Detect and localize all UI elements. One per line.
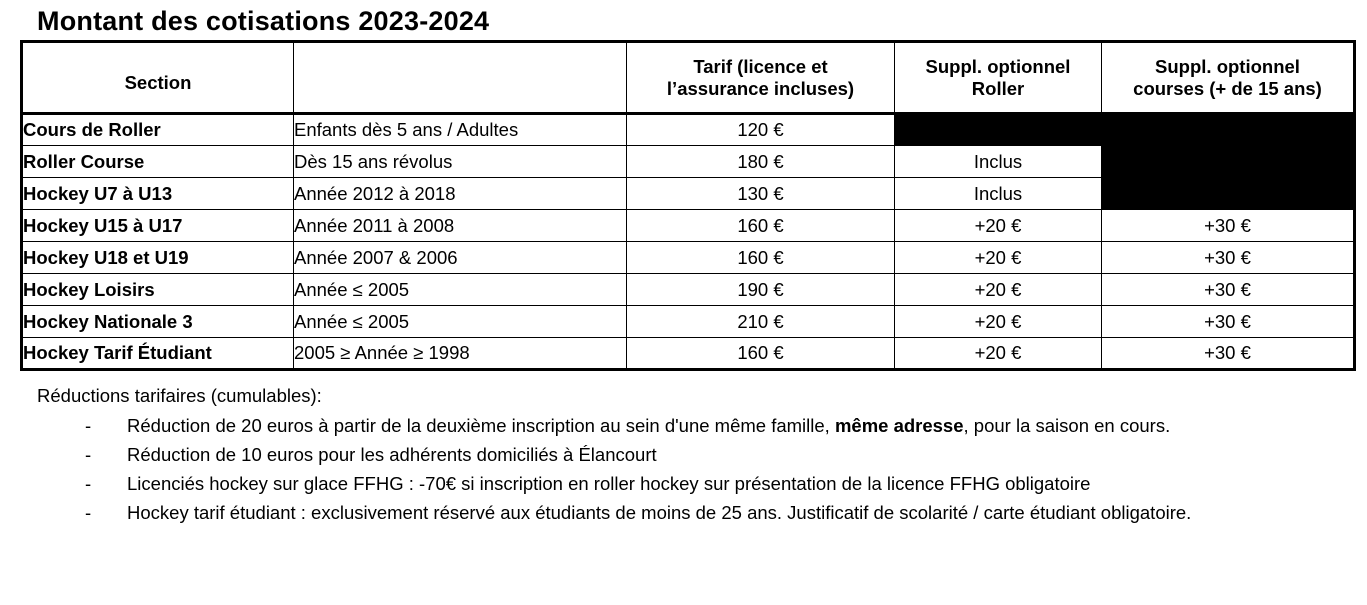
row-roller: +20 €	[895, 306, 1102, 338]
row-category: Enfants dès 5 ans / Adultes	[294, 114, 627, 146]
row-category: Année ≤ 2005	[294, 274, 627, 306]
row-category: Année 2011 à 2008	[294, 210, 627, 242]
row-section: Hockey U7 à U13	[22, 178, 294, 210]
row-category: 2005 ≥ Année ≥ 1998	[294, 338, 627, 370]
row-roller: +20 €	[895, 210, 1102, 242]
list-dash: -	[85, 415, 92, 436]
row-tarif: 180 €	[627, 146, 895, 178]
row-roller: +20 €	[895, 274, 1102, 306]
row-tarif: 190 €	[627, 274, 895, 306]
row-category: Année 2007 & 2006	[294, 242, 627, 274]
row-section: Hockey Loisirs	[22, 274, 294, 306]
row-roller: +20 €	[895, 242, 1102, 274]
table-row	[22, 242, 1355, 274]
header-suppl-roller: Suppl. optionnel Roller	[895, 42, 1102, 114]
reductions-list	[37, 413, 1357, 526]
row-roller: Inclus	[895, 146, 1102, 178]
list-dash: -	[85, 473, 92, 494]
row-courses: +30 €	[1102, 338, 1355, 370]
emphasis-same-address: même adresse	[834, 415, 964, 436]
table-row	[22, 114, 1355, 146]
row-roller: Inclus	[895, 178, 1102, 210]
row-section: Hockey Nationale 3	[22, 306, 294, 338]
row-section: Hockey U15 à U17	[22, 210, 294, 242]
row-roller-unavailable	[895, 114, 1102, 146]
header-category	[294, 42, 627, 114]
list-item: - Réduction de 10 euros pour les adhérents domiciliés à Élancourt	[37, 442, 1357, 468]
table-row	[22, 338, 1355, 370]
row-courses-unavailable	[1102, 178, 1355, 210]
list-item: - Réduction de 20 euros à partir de la deuxième inscription au sein d'une même famille, même adresse, pour la saison en cours.	[37, 413, 1357, 439]
fees-table	[20, 40, 1356, 371]
reductions-intro: Réductions tarifaires (cumulables):	[37, 385, 322, 406]
page-title: Montant des cotisations 2023-2024	[37, 6, 490, 36]
row-courses-unavailable	[1102, 114, 1355, 146]
table-row	[22, 306, 1355, 338]
table-row	[22, 178, 1355, 210]
list-dash: -	[85, 502, 92, 523]
table-row	[22, 146, 1355, 178]
header-section: Section	[22, 42, 294, 114]
row-category: Année ≤ 2005	[294, 306, 627, 338]
row-courses: +30 €	[1102, 242, 1355, 274]
row-roller: +20 €	[895, 338, 1102, 370]
table-header-row	[22, 42, 1355, 114]
row-section: Cours de Roller	[22, 114, 294, 146]
reductions-notes	[37, 383, 1357, 529]
list-item: - Hockey tarif étudiant : exclusivement réservé aux étudiants de moins de 25 ans. Justificatif de scolarité / carte étudiant obligatoire.	[37, 500, 1357, 526]
row-tarif: 210 €	[627, 306, 895, 338]
row-courses: +30 €	[1102, 306, 1355, 338]
row-courses: +30 €	[1102, 210, 1355, 242]
header-suppl-courses: Suppl. optionnel courses (+ de 15 ans)	[1102, 42, 1355, 114]
row-tarif: 160 €	[627, 338, 895, 370]
row-courses: +30 €	[1102, 274, 1355, 306]
row-tarif: 160 €	[627, 210, 895, 242]
row-section: Hockey U18 et U19	[22, 242, 294, 274]
header-tarif: Tarif (licence et l’assurance incluses)	[627, 42, 895, 114]
table-row	[22, 274, 1355, 306]
row-category: Dès 15 ans révolus	[294, 146, 627, 178]
row-courses-unavailable	[1102, 146, 1355, 178]
row-tarif: 120 €	[627, 114, 895, 146]
row-tarif: 160 €	[627, 242, 895, 274]
row-category: Année 2012 à 2018	[294, 178, 627, 210]
list-dash: -	[85, 444, 92, 465]
row-tarif: 130 €	[627, 178, 895, 210]
row-section: Hockey Tarif Étudiant	[22, 338, 294, 370]
list-item: - Licenciés hockey sur glace FFHG : -70€ si inscription en roller hockey sur présentation de la licence FFHG obligatoire	[37, 471, 1357, 497]
row-section: Roller Course	[22, 146, 294, 178]
table-row	[22, 210, 1355, 242]
